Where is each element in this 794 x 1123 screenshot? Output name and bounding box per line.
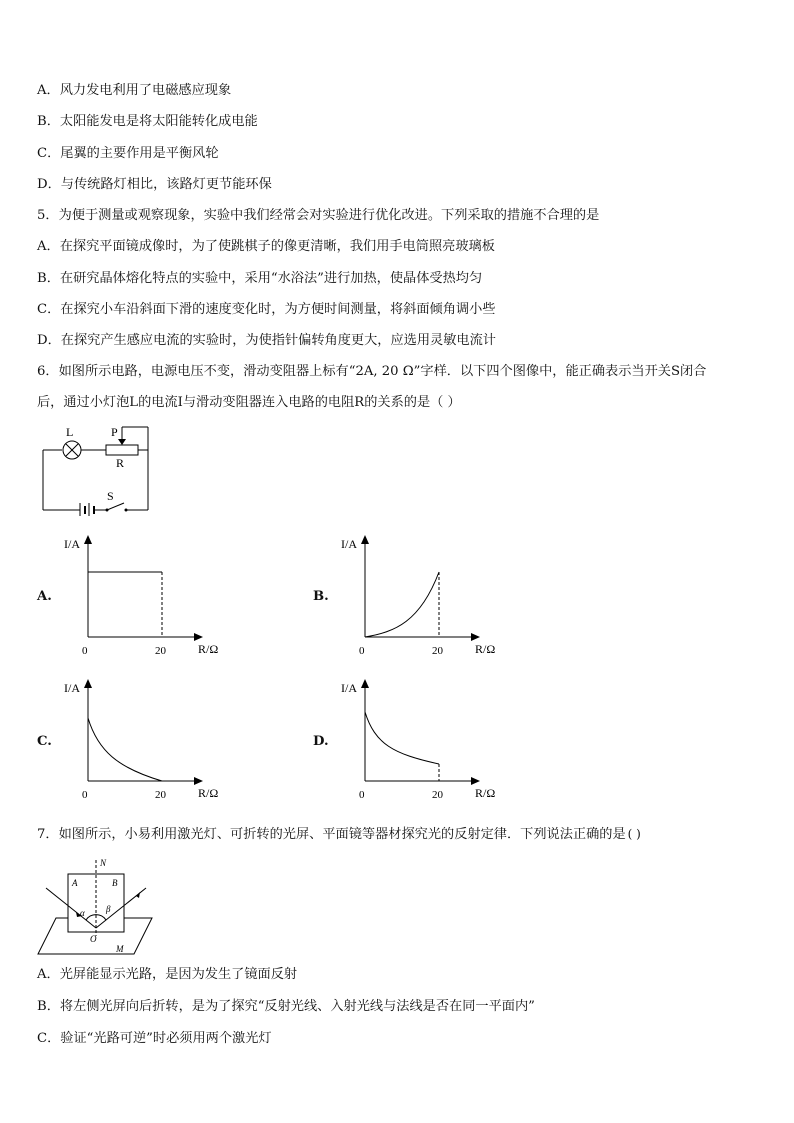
graph-c-y-label: I/A	[64, 681, 80, 695]
q5-option-b: B．在研究晶体熔化特点的实验中，采用“水浴法”进行加热，使晶体受热均匀	[37, 271, 483, 286]
q6-graph-c	[58, 676, 230, 806]
q4-option-d: D．与传统路灯相比，该路灯更节能环保	[37, 177, 272, 192]
q5-option-a: A．在探究平面镜成像时，为了使跳棋子的像更清晰，我们用手电筒照亮玻璃板	[37, 239, 495, 254]
graph-a-x-label: R/Ω	[198, 642, 219, 656]
mirror-label: M	[116, 944, 124, 954]
incident-angle-label: α	[80, 908, 85, 918]
q6-circuit-diagram	[36, 422, 156, 516]
graph-b-origin: 0	[359, 645, 365, 657]
left-screen-label: A	[72, 878, 78, 888]
slider-label: P	[111, 425, 118, 439]
graph-d-x-label: R/Ω	[475, 786, 496, 800]
q4-option-a: A．风力发电利用了电磁感应现象	[37, 83, 232, 98]
point-o-label: O	[90, 934, 97, 944]
reflect-angle-label: β	[106, 904, 111, 914]
switch-label: S	[107, 489, 114, 503]
q7-option-b: B．将左侧光屏向后折转，是为了探究“反射光线、入射光线与法线是否在同一平面内”	[37, 999, 535, 1014]
q6-graph-a	[58, 532, 230, 662]
q6-graph-b	[335, 532, 507, 662]
graph-b-curve	[365, 572, 439, 637]
graph-a-origin: 0	[82, 645, 88, 657]
graph-c-tick: 20	[155, 789, 166, 801]
graph-b-tick: 20	[432, 645, 443, 657]
q7-answer-paren: ( )	[627, 827, 641, 841]
switch-icon	[106, 503, 128, 512]
q6-option-c-label: C.	[37, 734, 52, 749]
q7-option-a: A．光屏能显示光路，是因为发生了镜面反射	[37, 967, 298, 982]
q5-stem: 5．为便于测量或观察现象，实验中我们经常会对实验进行优化改进。下列采取的措施不合理的是	[37, 208, 600, 223]
graph-d-y-label: I/A	[341, 681, 357, 695]
resistor-label: R	[116, 456, 125, 470]
normal-label: N	[100, 858, 107, 868]
graph-c-origin: 0	[82, 789, 88, 801]
right-screen-label: B	[112, 878, 118, 888]
graph-d-tick: 20	[432, 789, 443, 801]
graph-b-x-label: R/Ω	[475, 642, 496, 656]
battery-icon	[80, 503, 94, 516]
graph-c-curve	[88, 718, 162, 781]
q7-stem-text: 7．如图所示，小易利用激光灯、可折转的光屏、平面镜等器材探究光的反射定律．下列说法正确的是	[37, 827, 626, 842]
slider-arrow-icon	[118, 439, 126, 445]
graph-a-y-label: I/A	[64, 537, 80, 551]
graph-b-y-label: I/A	[341, 537, 357, 551]
q4-option-b: B．太阳能发电是将太阳能转化成电能	[37, 114, 258, 129]
q4-option-c: C．尾翼的主要作用是平衡风轮	[37, 146, 219, 161]
q7-stem	[37, 825, 641, 844]
q6-stem-line2: 后，通过小灯泡L的电流I与滑动变阻器连入电路的电阻R的关系的是（ ）	[37, 395, 461, 410]
q6-option-a-label: A.	[37, 589, 52, 604]
graph-c-x-label: R/Ω	[198, 786, 219, 800]
resistor-icon	[106, 445, 138, 455]
lamp-label: L	[66, 425, 74, 439]
graph-a-tick: 20	[155, 645, 166, 657]
q6-stem-line1: 6．如图所示电路，电源电压不变，滑动变阻器上标有“2A, 20 Ω”字样．以下四个图像中，能正确表示当开关S闭合	[37, 364, 707, 379]
lamp-icon	[63, 441, 81, 459]
graph-d-origin: 0	[359, 789, 365, 801]
q6-option-b-label: B.	[313, 589, 329, 604]
q5-option-d: D．在探究产生感应电流的实验时，为使指针偏转角度更大，应选用灵敏电流计	[37, 333, 496, 348]
q6-graph-d	[335, 676, 507, 806]
q6-option-d-label: D.	[313, 734, 329, 749]
graph-d-curve	[365, 712, 439, 764]
q7-option-c: C．验证“光路可逆”时必须用两个激光灯	[37, 1031, 272, 1046]
q5-option-c: C．在探究小车沿斜面下滑的速度变化时，为方便时间测量，将斜面倾角调小些	[37, 302, 496, 317]
q7-reflection-diagram	[36, 856, 154, 956]
